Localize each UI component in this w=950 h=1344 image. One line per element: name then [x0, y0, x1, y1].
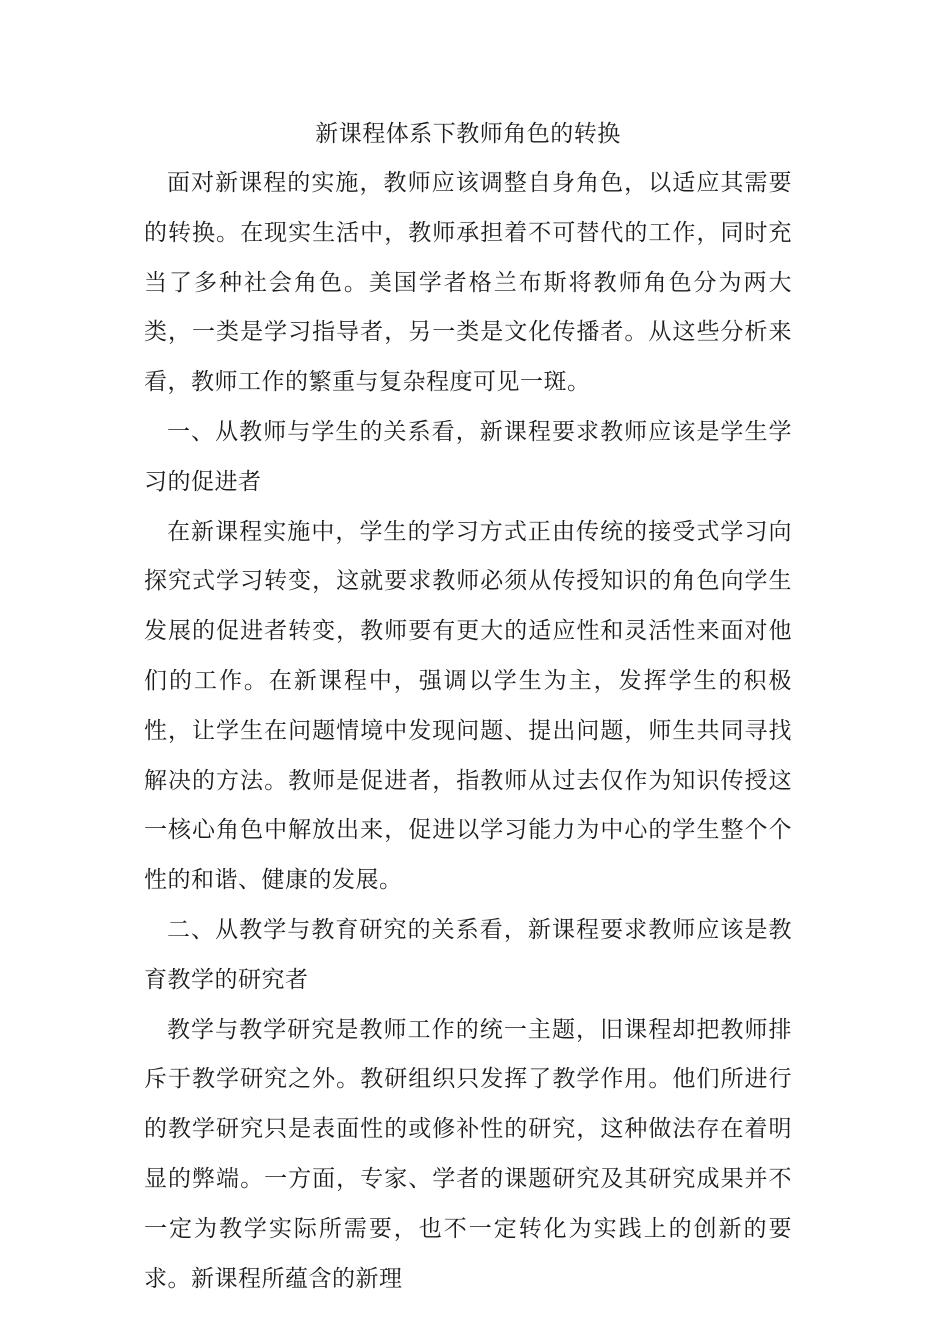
section-heading-2: 二、从教学与教育研究的关系看，新课程要求教师应该是教育教学的研究者	[144, 916, 792, 993]
section-1-paragraph: 在新课程实施中，学生的学习方式正由传统的接受式学习向探究式学习转变，这就要求教师必须从传授知识的角色向学生发展的促进者转变，教师要有更大的适应性和灵活性来面对他们的工作。在新课程中，强调以学生为主，发挥学生的积极性，让学生在问题情境中发现问题、提出问题，师生共同寻找解决的方法。教师是促进者，指教师从过去仅作为知识传授这一核心角色中解放出来，促进以学习能力为中心的学生整个个性的和谐、健康的发展。	[144, 518, 792, 894]
document-title: 新课程体系下教师角色的转换	[315, 121, 621, 147]
document-body	[144, 114, 792, 1304]
section-heading-1: 一、从教师与学生的关系看，新课程要求教师应该是学生学习的促进者	[144, 418, 792, 495]
intro-paragraph: 面对新课程的实施，教师应该调整自身角色，以适应其需要的转换。在现实生活中，教师承担着不可替代的工作，同时充当了多种社会角色。美国学者格兰布斯将教师角色分为两大类，一类是学习指导者，另一类是文化传播者。从这些分析来看，教师工作的繁重与复杂程度可见一斑。	[144, 170, 792, 396]
section-2-paragraph: 教学与教学研究是教师工作的统一主题，旧课程却把教师排斥于教学研究之外。教研组织只发挥了教学作用。他们所进行的教学研究只是表面性的或修补性的研究，这种做法存在着明显的弊端。一方面，专家、学者的课题研究及其研究成果并不一定为教学实际所需要，也不一定转化为实践上的创新的要求。新课程所蕴含的新理	[144, 1016, 792, 1292]
